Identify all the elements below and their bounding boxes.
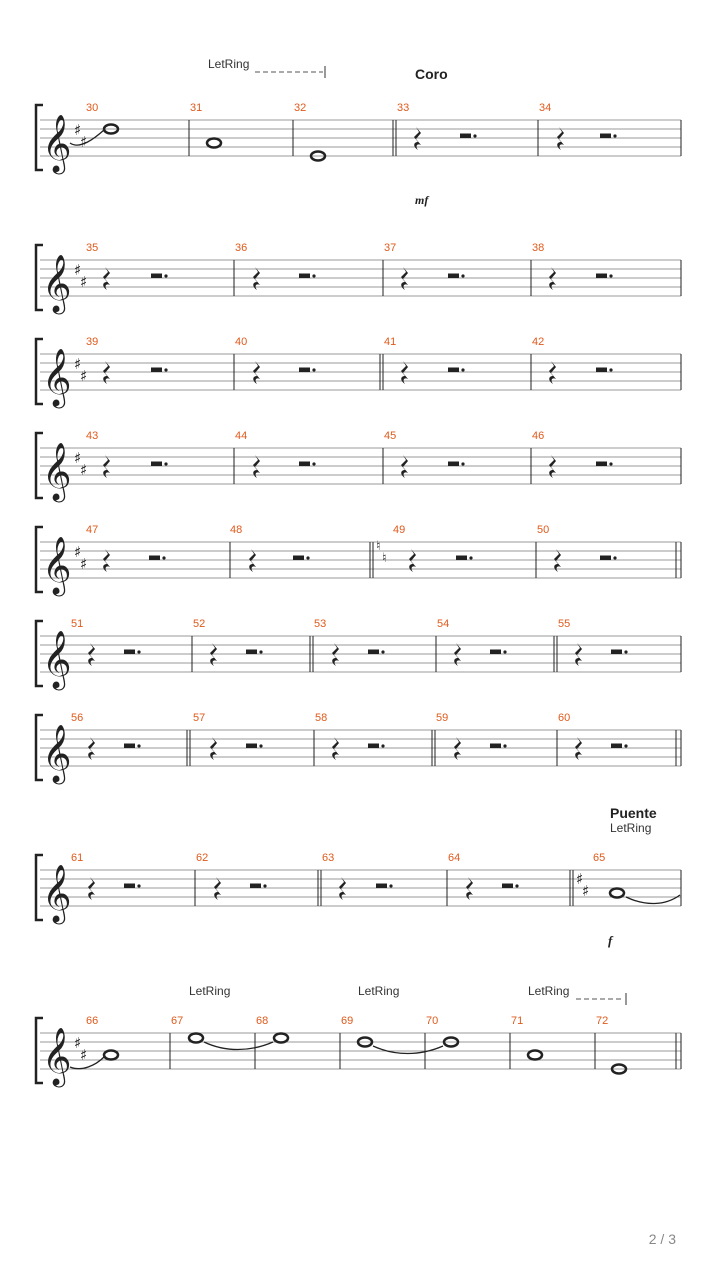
measure-number: 51 bbox=[71, 618, 84, 630]
measure-number: 48 bbox=[230, 524, 243, 536]
whole-note bbox=[104, 1051, 118, 1060]
whole-note bbox=[189, 1034, 203, 1043]
measure-number: 58 bbox=[315, 712, 328, 724]
let-ring-label: LetRing bbox=[528, 984, 570, 998]
system-7 bbox=[36, 712, 681, 785]
measure-number: 64 bbox=[448, 852, 461, 864]
system-9 bbox=[36, 1015, 681, 1088]
measure-number: 66 bbox=[86, 1015, 99, 1027]
measure-number: 67 bbox=[171, 1015, 184, 1027]
whole-note bbox=[610, 889, 624, 898]
measure-number: 41 bbox=[384, 336, 397, 348]
measure-number: 37 bbox=[384, 242, 397, 254]
treble-clef-icon: 𝄞 bbox=[42, 536, 72, 594]
whole-note bbox=[528, 1051, 542, 1060]
treble-clef-icon: 𝄞 bbox=[42, 348, 72, 406]
measure-number: 33 bbox=[397, 102, 410, 114]
svg-text:♯: ♯ bbox=[74, 1034, 82, 1052]
system-4 bbox=[36, 430, 681, 503]
measure-number: 72 bbox=[596, 1015, 609, 1027]
svg-text:♯: ♯ bbox=[576, 870, 584, 888]
dynamic-mf: mf bbox=[415, 193, 429, 207]
measure-number: 62 bbox=[196, 852, 209, 864]
system-6 bbox=[36, 618, 681, 691]
key-signature: ♯ bbox=[74, 121, 82, 139]
measure-number: 34 bbox=[539, 102, 552, 114]
let-ring-label: LetRing bbox=[208, 57, 250, 71]
measure-number: 68 bbox=[256, 1015, 269, 1027]
treble-clef-icon: 𝄞 bbox=[42, 442, 72, 500]
measure-number: 70 bbox=[426, 1015, 439, 1027]
measure-number: 47 bbox=[86, 524, 99, 536]
tie bbox=[373, 1046, 443, 1054]
svg-text:♯: ♯ bbox=[74, 449, 82, 467]
svg-text:♯: ♯ bbox=[74, 261, 82, 279]
treble-clef-icon: 𝄞 bbox=[42, 630, 72, 688]
natural-sign: ♮ bbox=[382, 551, 387, 566]
section-coro: Coro bbox=[415, 66, 448, 82]
measure-number: 49 bbox=[393, 524, 406, 536]
measure-number: 46 bbox=[532, 430, 545, 442]
measure-number: 61 bbox=[71, 852, 84, 864]
measure-number: 59 bbox=[436, 712, 449, 724]
measure-number: 36 bbox=[235, 242, 248, 254]
treble-clef-icon: 𝄞 bbox=[42, 1027, 72, 1085]
measure-number: 52 bbox=[193, 618, 206, 630]
tie bbox=[626, 895, 680, 904]
measure-number: 56 bbox=[71, 712, 84, 724]
svg-text:♯: ♯ bbox=[74, 543, 82, 561]
let-ring-label: LetRing bbox=[358, 984, 400, 998]
measure-number: 40 bbox=[235, 336, 248, 348]
svg-text:♯: ♯ bbox=[80, 133, 88, 151]
system-5 bbox=[36, 524, 681, 597]
svg-text:♯: ♯ bbox=[80, 1046, 88, 1064]
dynamic-f: f bbox=[608, 933, 613, 948]
measure-number: 54 bbox=[437, 618, 450, 630]
let-ring-label: LetRing bbox=[610, 821, 652, 835]
measure-number: 53 bbox=[314, 618, 327, 630]
svg-text:♯: ♯ bbox=[80, 555, 88, 573]
measure-number: 69 bbox=[341, 1015, 354, 1027]
measure-number: 57 bbox=[193, 712, 206, 724]
let-ring-label: LetRing bbox=[189, 984, 231, 998]
treble-clef-icon: 𝄞 bbox=[42, 114, 72, 172]
measure-number: 43 bbox=[86, 430, 99, 442]
system-1 bbox=[36, 102, 681, 175]
system-8 bbox=[36, 852, 681, 925]
measure-number: 32 bbox=[294, 102, 307, 114]
measure-number: 45 bbox=[384, 430, 397, 442]
natural-sign: ♮ bbox=[376, 539, 381, 554]
svg-text:♯: ♯ bbox=[74, 355, 82, 373]
treble-clef-icon: 𝄞 bbox=[42, 724, 72, 782]
measure-number: 63 bbox=[322, 852, 335, 864]
page-number: 2 / 3 bbox=[648, 1231, 676, 1247]
measure-number: 55 bbox=[558, 618, 571, 630]
system-2 bbox=[36, 242, 681, 315]
section-puente: Puente bbox=[610, 805, 657, 821]
measure-number: 50 bbox=[537, 524, 550, 536]
measure-number: 39 bbox=[86, 336, 99, 348]
svg-text:♯: ♯ bbox=[80, 367, 88, 385]
measure-number: 30 bbox=[86, 102, 99, 114]
svg-text:♯: ♯ bbox=[80, 461, 88, 479]
treble-clef-icon: 𝄞 bbox=[42, 254, 72, 312]
measure-number: 35 bbox=[86, 242, 99, 254]
measure-number: 60 bbox=[558, 712, 571, 724]
svg-text:♯: ♯ bbox=[80, 273, 88, 291]
measure-number: 44 bbox=[235, 430, 248, 442]
measure-number: 71 bbox=[511, 1015, 524, 1027]
tie bbox=[204, 1042, 273, 1050]
whole-note bbox=[274, 1034, 288, 1043]
measure-number: 38 bbox=[532, 242, 545, 254]
whole-note bbox=[207, 139, 221, 148]
svg-text:♯: ♯ bbox=[582, 882, 590, 900]
measure-number: 31 bbox=[190, 102, 203, 114]
system-3 bbox=[36, 336, 681, 409]
measure-number: 65 bbox=[593, 852, 606, 864]
measure-number: 42 bbox=[532, 336, 545, 348]
treble-clef-icon: 𝄞 bbox=[42, 864, 72, 922]
